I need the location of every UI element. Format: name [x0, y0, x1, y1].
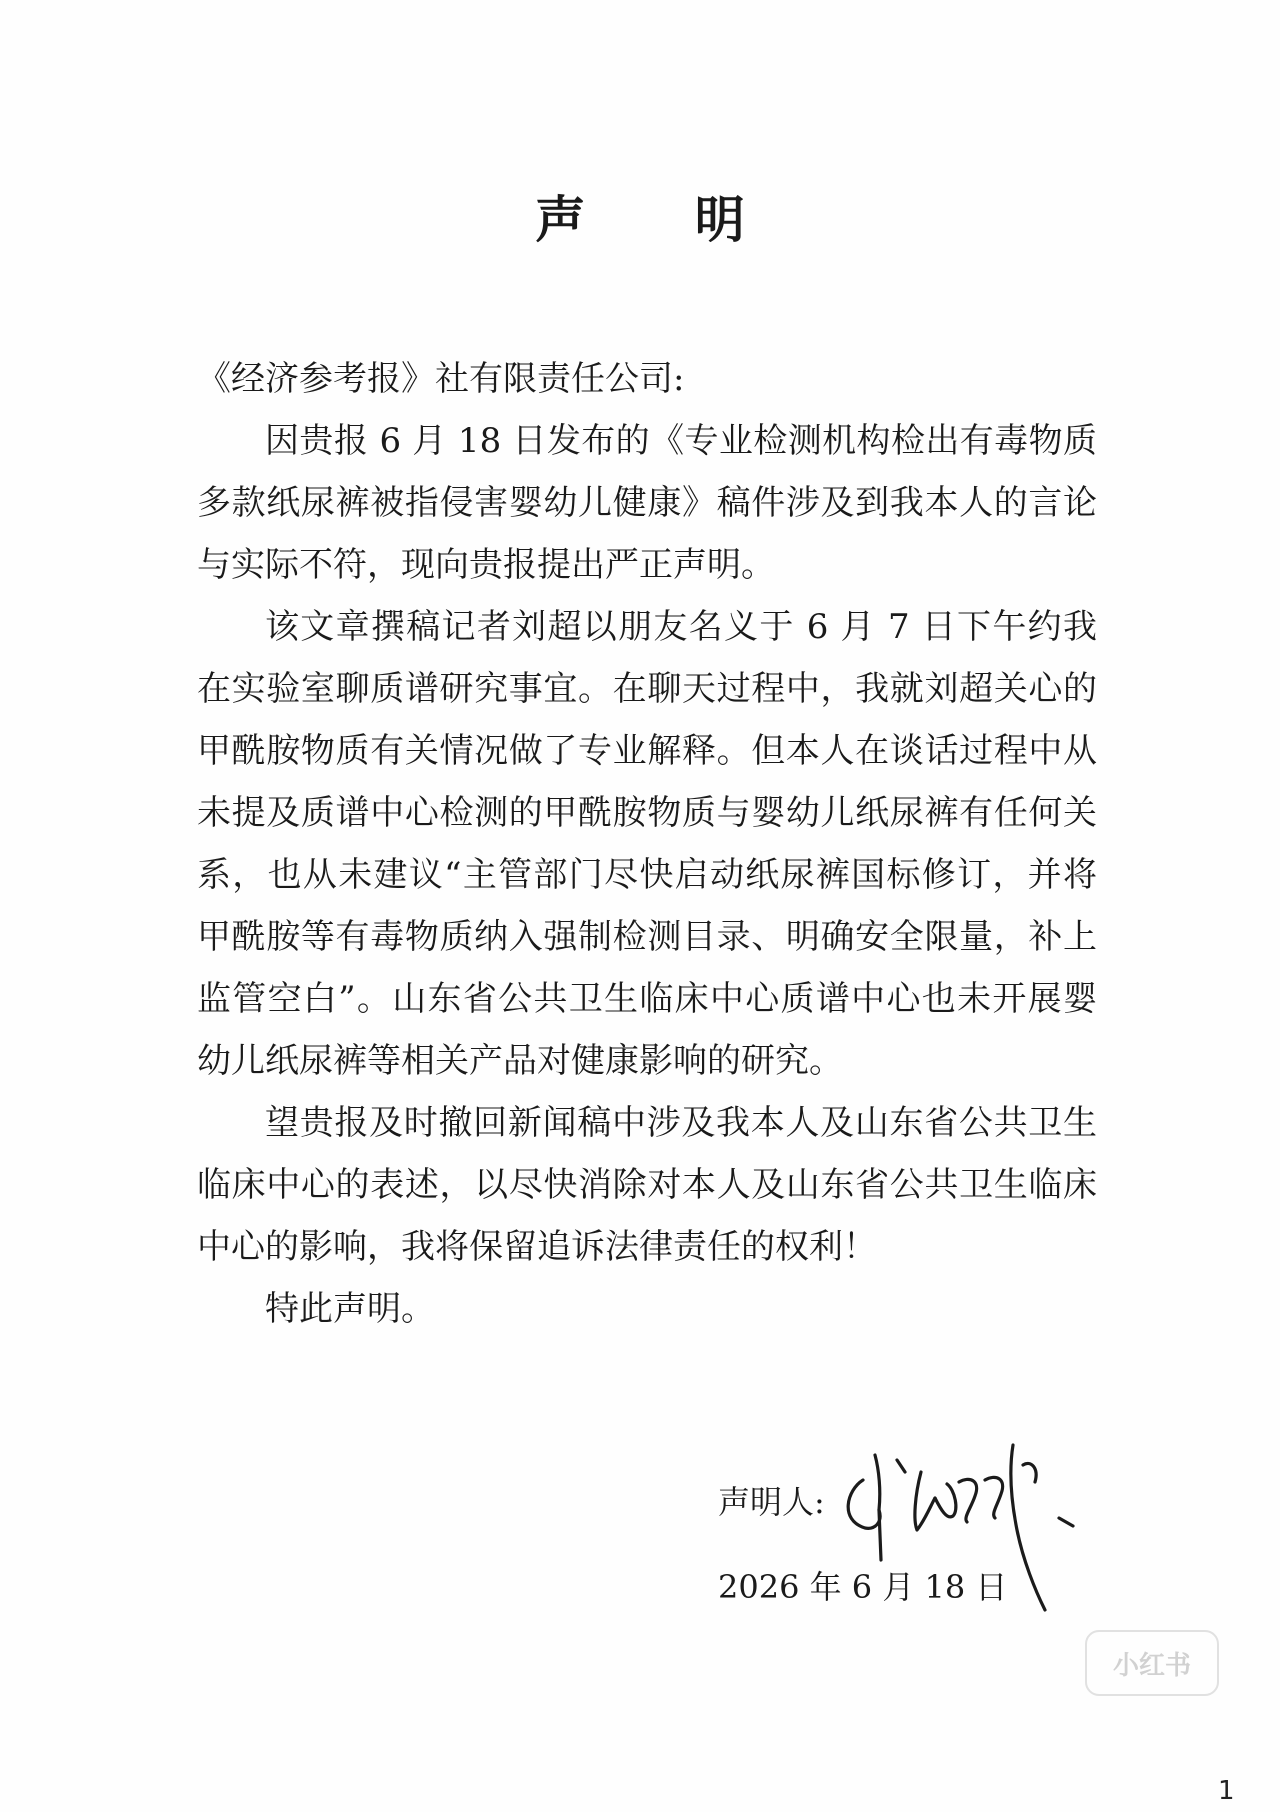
paragraph-2: 该文章撰稿记者刘超以朋友名义于 6 月 7 日下午约我在实验室聊质谱研究事宜。在聊天过程中，我就刘超关心的甲酰胺物质有关情况做了专业解释。但本人在谈话过程中从未提及质谱中心检测的甲酰胺物质与婴幼儿纸尿裤有任何关系，也从未建议“主管部门尽快启动纸尿裤国标修订，并将甲酰胺等有毒物质纳入强制检测目录、明确安全限量，补上监管空白”。山东省公共卫生临床中心质谱中心也未开展婴幼儿纸尿裤等相关产品对健康影响的研究。: [197, 607, 1097, 1081]
paragraph-3: 望贵报及时撤回新闻稿中涉及我本人及山东省公共卫生临床中心的表述，以尽快消除对本人及山东省公共卫生临床中心的影响，我将保留追诉法律责任的权利！: [197, 1103, 1097, 1267]
closing-line: 特此声明。: [265, 1289, 435, 1329]
paragraph-1: 因贵报 6 月 18 日发布的《专业检测机构检出有毒物质多款纸尿裤被指侵害婴幼儿健康》稿件涉及到我本人的言论与实际不符，现向贵报提出严正声明。: [197, 421, 1097, 585]
signature-date: 2026 年 6 月 18 日: [718, 1568, 1008, 1606]
salutation: 《经济参考报》社有限责任公司:: [197, 359, 685, 399]
xiaohongshu-watermark: 小红书: [1085, 1630, 1219, 1696]
declarant-label: 声明人:: [718, 1483, 825, 1521]
page-number: 1: [1218, 1776, 1235, 1806]
handwritten-signature: [835, 1410, 1095, 1640]
document-body: [197, 348, 1097, 1340]
document-title: 声 明: [535, 190, 791, 249]
